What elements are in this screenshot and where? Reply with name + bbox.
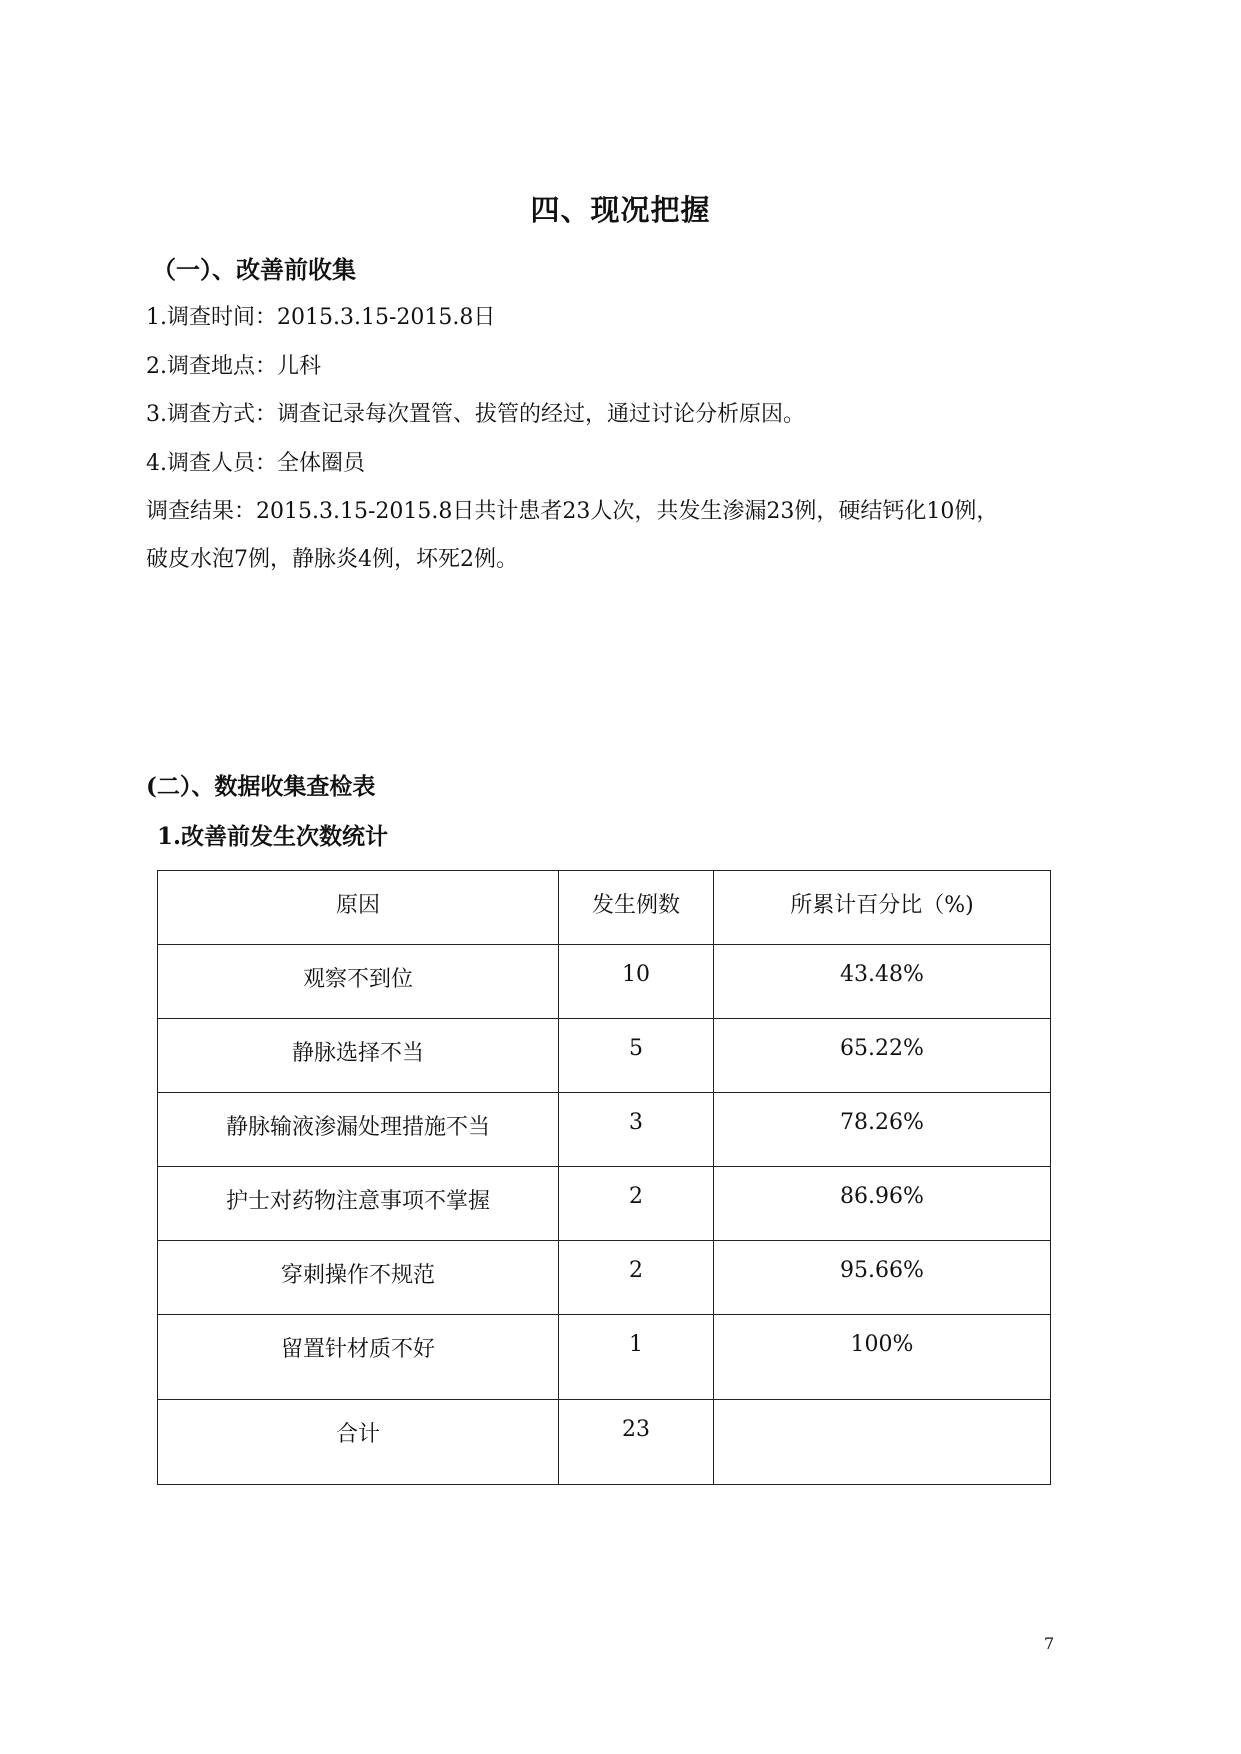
page-number: 7 [1044,1634,1055,1653]
count-cell: 2 [559,1167,714,1241]
percent-cell: 100% [714,1315,1051,1400]
count-cell: 2 [559,1241,714,1315]
count-cell: 3 [559,1093,714,1167]
reason-cell: 留置针材质不好 [158,1315,559,1400]
table-row [158,945,1051,1019]
percent-cell: 78.26% [714,1093,1051,1167]
percent-cell: 43.48% [714,945,1051,1019]
table-header-row [158,871,1051,945]
page-title: 四、现况把握 [530,193,711,227]
survey-staff: 4.调查人员：全体圈员 [146,451,365,476]
percent-cell: 86.96% [714,1167,1051,1241]
percent-cell: 95.66% [714,1241,1051,1315]
reason-cell: 观察不到位 [158,945,559,1019]
survey-result-line-2: 破皮水泡7例，静脉炎4例，坏死2例。 [146,547,518,572]
total-count-cell: 23 [559,1400,714,1485]
survey-location: 2.调查地点：儿科 [146,354,321,379]
survey-result-line-1: 调查结果：2015.3.15-2015.8日共计患者23人次，共发生渗漏23例，硬结钙化10例， [146,499,999,524]
section-heading-2: (二）、数据收集查检表 [146,773,376,800]
header-cumulative-percent: 所累计百分比（%) [714,871,1051,945]
survey-method: 3.调查方式：调查记录每次置管、拔管的经过，通过讨论分析原因。 [146,402,805,427]
table-row [158,1315,1051,1400]
percent-cell: 65.22% [714,1019,1051,1093]
section-heading-1: （一）、改善前收集 [152,255,356,284]
occurrence-stats-table [157,870,1051,1485]
reason-cell: 护士对药物注意事项不掌握 [158,1167,559,1241]
survey-time: 1.调查时间：2015.3.15-2015.8日 [146,305,496,330]
table-row [158,1241,1051,1315]
table-row [158,1167,1051,1241]
total-percent-cell [714,1400,1051,1485]
total-label-cell: 合计 [158,1400,559,1485]
table-total-row [158,1400,1051,1485]
header-reason: 原因 [158,871,559,945]
count-cell: 1 [559,1315,714,1400]
count-cell: 10 [559,945,714,1019]
table-row [158,1093,1051,1167]
reason-cell: 穿刺操作不规范 [158,1241,559,1315]
table-row [158,1019,1051,1093]
table-caption: 1.改善前发生次数统计 [157,823,389,850]
count-cell: 5 [559,1019,714,1093]
header-count: 发生例数 [559,871,714,945]
reason-cell: 静脉输液渗漏处理措施不当 [158,1093,559,1167]
reason-cell: 静脉选择不当 [158,1019,559,1093]
